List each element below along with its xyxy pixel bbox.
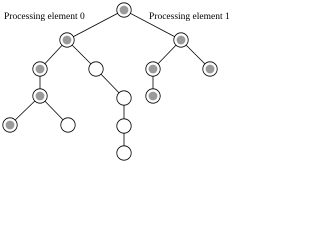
node-fill — [120, 6, 129, 15]
node-chain-2 — [117, 119, 131, 133]
node-chain-1 — [117, 91, 131, 105]
node-l-a — [33, 62, 47, 76]
node-pe1 — [174, 33, 188, 47]
node-l-c — [33, 89, 47, 103]
node-fill — [149, 92, 158, 101]
node-l-b — [89, 62, 103, 76]
node-l-d — [3, 118, 17, 132]
node-fill — [149, 65, 158, 74]
node-root — [117, 3, 131, 17]
node-fill — [36, 92, 45, 101]
node-fill — [6, 121, 15, 130]
node-circle — [61, 118, 75, 132]
node-circle — [117, 91, 131, 105]
node-layer — [3, 3, 217, 160]
node-fill — [36, 65, 45, 74]
node-fill — [63, 36, 72, 45]
node-fill — [206, 65, 215, 74]
node-fill — [177, 36, 186, 45]
node-pe0 — [60, 33, 74, 47]
node-l-e — [61, 118, 75, 132]
node-r-a — [146, 62, 160, 76]
label-processing-element-1: Processing element 1 — [149, 12, 230, 22]
label-processing-element-0: Processing element 0 — [4, 12, 85, 22]
node-circle — [89, 62, 103, 76]
node-r-b — [203, 62, 217, 76]
edge-layer — [10, 10, 210, 153]
node-circle — [117, 146, 131, 160]
node-circle — [117, 119, 131, 133]
node-chain-3 — [117, 146, 131, 160]
node-r-c — [146, 89, 160, 103]
